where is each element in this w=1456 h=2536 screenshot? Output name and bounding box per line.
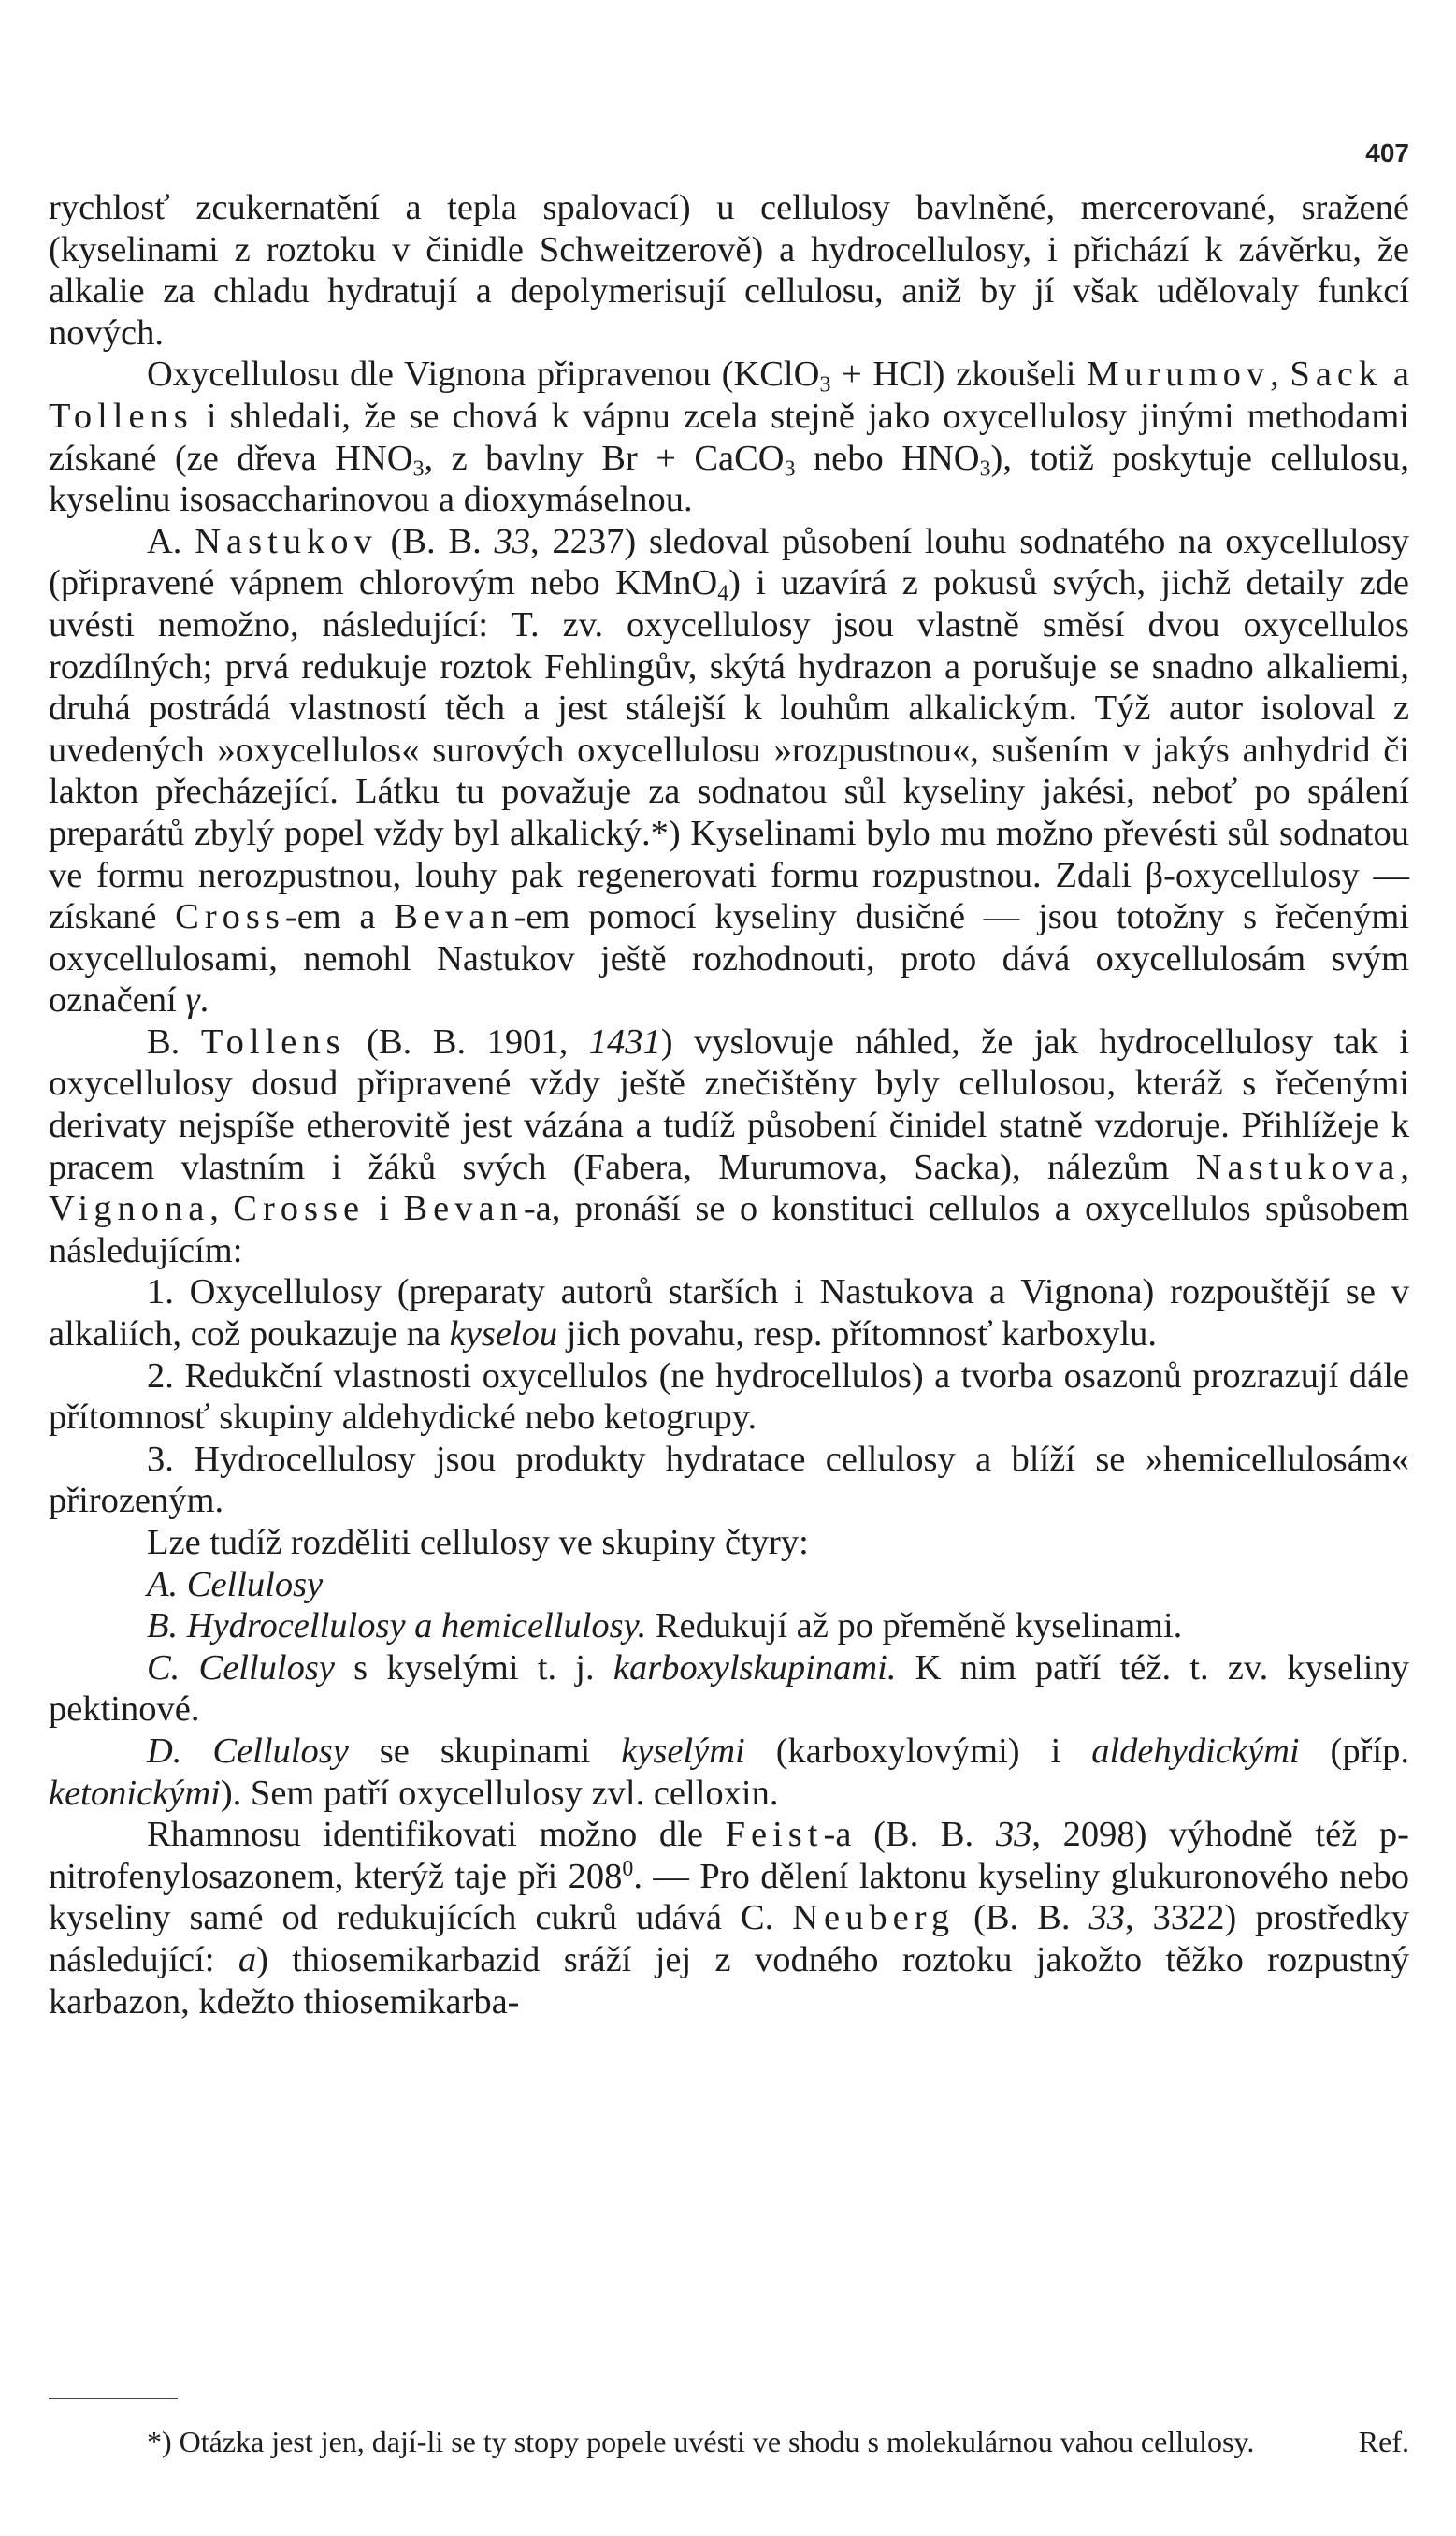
author-name: Tollens: [200, 1022, 346, 1062]
group-b: B. Hydrocellulosy a hemicellulosy. Redukují až po přeměně kyselinami.: [147, 1606, 1183, 1646]
footnote-divider: [49, 2398, 178, 2399]
author-name: Feist: [725, 1815, 824, 1855]
footnote-signature: Ref.: [1358, 2425, 1409, 2458]
author-name: Neuberg: [792, 1898, 956, 1938]
document-page: [49, 0, 1409, 2536]
list-item-3: 3. Hydrocellulosy jsou produkty hydratace cellulosy a blíží se »hemicellulosám« přirozeným.: [49, 1439, 1409, 1521]
author-name: Sack: [1290, 355, 1383, 395]
paragraph-3: A. Nastukov (B. B. 33, 2237) sledoval působení louhu sodnatého na oxycellulosy (připravené vápnem chlorovým nebo KMnO$_4$) i uzavírá z pokusů svých, jichž detaily zde uvésti nemožno, následující: T. zv. oxycellulosy jsou vlastně směsí dvou oxycellulos rozdílných; prvá redukuje roztok Fehlingův, skýtá hydrazon a porušuje se snadno alkaliemi, druhá postrádá vlastností těch a jest stálejší k louhům alkalickým. Týž autor isoloval z uvedených »oxycellulos« surových oxycellulosu »rozpustnou«, sušením v jakýs anhydrid či lakton přecházející. Látku tu považuje za sodnatou sůl kyseliny jakési, neboť po spálení preparátů zbylý popel vždy byl alkalický.*) Kyselinami bylo mu možno převésti sůl sodnatou ve formu nerozpustnou, louhy pak regenerovati formu rozpustnou. Zdali β-oxycellulosy — získané Cross-em a Bevan-em pomocí kyseliny dusičné — jsou totožny s řečenými oxycellulosami, nemohl Nastukov ještě rozhodnouti, proto dává oxycellulosám svým označení γ.: [49, 521, 1410, 1021]
list-item-2: 2. Redukční vlastnosti oxycellulos (ne hydrocellulos) a tvorba osazonů prozrazují dále přítomnosť skupiny aldehydické nebo ketogrupy.: [49, 1355, 1409, 1438]
author-name: Murumov: [1087, 355, 1271, 395]
author-name: Cross: [175, 897, 285, 937]
paragraph-4: B. Tollens (B. B. 1901, 1431) vyslovuje náhled, že jak hydrocellulosy tak i oxycellulosy dosud připravené vždy ještě znečištěny byly cellulosou, kteráž s řečenými derivaty nejspíše etherovitě jest vázána a tudíž působení činidel statně vzdoruje. Přihlížeje k pracem vlastním i žáků svých (Fabera, Murumova, Sacka), nálezům Nastukova, Vignona, Crosse i Bevan-a, pronáší se o konstituci cellulos a oxycellulos spůsobem následujícím:: [49, 1022, 1410, 1270]
paragraph-6: Rhamnosu identifikovati možno dle Feist-a (B. B. 33, 2098) výhodně též p-nitrofenylosazonem, kterýž taje při $208^0$. — Pro dělení laktonu kyseliny glukuronového nebo kyseliny samé od redukujících cukrů udává C. Neuberg (B. B. 33, 3322) prostředky následující: a) thiosemikarbazid sráží jej z vodného roztoku jakožto těžko rozpustný karbazon, kdežto thiosemikarba-: [49, 1815, 1410, 2022]
author-name: Tollens: [49, 396, 194, 436]
author-name: Crosse: [233, 1189, 366, 1229]
author-name: Bevan: [394, 897, 514, 937]
list-item-1: 1. Oxycellulosy (preparaty autorů starších i Nastukova a Vignona) rozpouštějí se v alkaliích, což poukazuje na kyselou jich povahu, resp. přítomnosť karboxylu.: [49, 1272, 1409, 1355]
volume-number: 33: [1088, 1898, 1125, 1938]
group-d: D. Cellulosy se skupinami kyselými (karboxylovými) i aldehydickými (příp. ketonickými). Sem patří oxycellulosy zvl. celloxin.: [49, 1731, 1410, 1813]
paragraph-2: Oxycellulosu dle Vignona připravenou (KClO$_3$ + HCl) zkoušeli Murumov, Sack a Tollens i shledali, že se chová k vápnu zcela stejně jako oxycellulosy jinými methodami získané (ze dřeva $HNO_3$, z bavlny Br + CaCO$_3$ nebo $HNO_3$), totiž poskytuje cellulosu, kyselinu isosaccharinovou a dioxymáselnou.: [49, 355, 1410, 520]
paragraph-5: Lze tudíž rozděliti cellulosy ve skupiny čtyry:: [147, 1523, 809, 1562]
author-name: Nastukov: [195, 521, 378, 561]
volume-number: 33: [494, 521, 530, 561]
author-name: Bevan: [403, 1189, 524, 1229]
paragraph-1: rychlosť zcukernatění a tepla spalovací) u cellulosy bavlněné, mercerované, sražené (kyselinami z roztoku v činidle Schweitzerově) a hydrocellulosy, i přichází k závěrku, že alkalie za chladu hydratují a depolymerisují cellulosu, aniž by jí však udělovaly funkcí nových.: [49, 188, 1409, 353]
footnote: [49, 2423, 1409, 2460]
group-c: C. Cellulosy s kyselými t. j. karboxylskupinami. K nim patří též. t. zv. kyseliny pektinové.: [49, 1647, 1409, 1730]
footnote-text: *) Otázka jest jen, dají-li se ty stopy popele uvésti ve shodu s molekulárnou vahou cellulosy.: [147, 2425, 1255, 2458]
volume-number: 33: [995, 1815, 1032, 1855]
volume-number: 1431: [588, 1022, 661, 1062]
group-a: A. Cellulosy: [147, 1564, 324, 1604]
author-name: Vignona: [49, 1189, 210, 1229]
page-number: 407: [1365, 138, 1409, 167]
body-text: [49, 187, 1409, 2022]
author-name: Nastukova: [1195, 1147, 1401, 1187]
